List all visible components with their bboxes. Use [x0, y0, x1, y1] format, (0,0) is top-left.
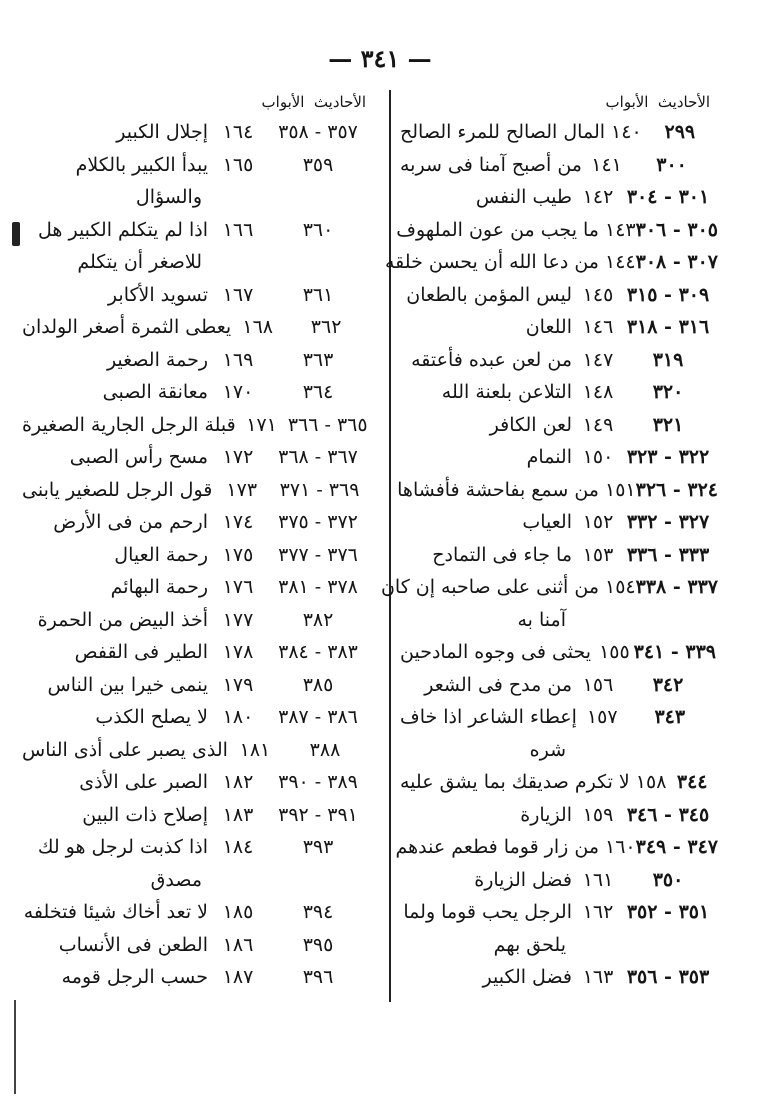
hadith-range: ٣٣٣ - ٣٣٦: [626, 543, 710, 566]
bab-title: آمنا به: [517, 608, 566, 631]
bab-number: ١٤٠: [611, 121, 642, 144]
bab-title: اللعان: [525, 316, 572, 339]
index-row: [400, 116, 718, 149]
index-row: [384, 246, 718, 279]
index-row: [22, 246, 374, 279]
index-row: [400, 961, 718, 994]
index-row: [397, 474, 718, 507]
hadith-range: ٣٦٧ - ٣٦٨: [278, 446, 358, 469]
bab-title: إصلاح ذات البين: [82, 803, 208, 826]
index-row: [22, 441, 374, 474]
bab-number: ١٥٢: [582, 511, 614, 534]
bab-number: ١٥٨: [635, 771, 667, 794]
hadith-range: ٣٨٣ - ٣٨٤: [278, 641, 358, 664]
bab-number: ١٦٧: [222, 283, 254, 306]
hadith-range: ٣٤٣: [654, 706, 686, 729]
index-row: [400, 279, 718, 312]
bab-title: ارحم من فى الأرض: [53, 511, 208, 534]
bab-number: ١٨٣: [222, 803, 254, 826]
bab-number: ١٧٦: [222, 576, 254, 599]
hadith-range: ٣٠٠: [656, 153, 687, 176]
bab-title: الطير فى القفص: [74, 641, 208, 664]
bab-title: فضل الزيارة: [474, 868, 572, 891]
hadith-range: ٣٥٠: [652, 868, 684, 891]
column-header: [400, 88, 718, 116]
hadith-range: ٣٧٦ - ٣٧٧: [278, 543, 358, 566]
bab-number: ١٥٦: [582, 673, 614, 696]
bab-number: ١٥٥: [599, 641, 630, 664]
hadith-range: ٣٩٤: [302, 901, 334, 924]
bab-title: ليس المؤمن بالطعان: [406, 283, 572, 306]
hadith-range: ٣٨٩ - ٣٩٠: [278, 771, 358, 794]
bab-title: أخذ البيض من الحمرة: [37, 608, 208, 631]
hadith-range: ٣٤٢: [652, 673, 684, 696]
bab-title: من أصبح آمنا فى سربه: [400, 153, 582, 176]
index-row: [400, 734, 718, 767]
index-row: [400, 669, 718, 702]
index-row: [22, 929, 374, 962]
index-row: [400, 376, 718, 409]
hadith-range: ٣٨٦ - ٣٨٧: [278, 706, 358, 729]
bab-title: المال الصالح للمرء الصالح: [400, 121, 606, 144]
bab-title: النمام: [526, 446, 572, 469]
hadith-range: ٣٦١: [302, 283, 334, 306]
bab-title: من مدح فى الشعر: [424, 673, 572, 696]
bab-number: ١٧٧: [222, 608, 254, 631]
bab-title: رحمة البهائم: [110, 576, 208, 599]
bab-title: مسح رأس الصبى: [69, 446, 208, 469]
bab-number: ١٨٧: [222, 966, 254, 989]
index-row: [22, 181, 374, 214]
index-row: [400, 409, 718, 442]
bab-number: ١٦٩: [222, 348, 254, 371]
bab-title: إجلال الكبير: [116, 121, 208, 144]
index-row: [380, 571, 718, 604]
bab-number: ١٦٤: [222, 121, 254, 144]
bab-number: ١٦٢: [582, 901, 614, 924]
bab-title: ما يجب من عون الملهوف: [396, 218, 599, 241]
bab-number: ١٦٦: [222, 218, 254, 241]
bab-title: والسؤال: [135, 186, 202, 209]
bab-number: ١٦٠: [605, 836, 636, 859]
hadith-range: ٣٦٤: [302, 381, 334, 404]
index-row: [22, 376, 374, 409]
bab-title: شره: [529, 738, 566, 761]
bab-title: من سمع بفاحشة فأفشاها: [397, 478, 599, 501]
bab-title: لا تعد أخاك شيئا فتخلفه: [23, 901, 208, 924]
bab-title: الرجل يحب قوما ولما: [403, 901, 572, 924]
hadith-range: ٣٤٤: [676, 771, 708, 794]
index-row: [22, 701, 374, 734]
hadith-range: ٢٩٩: [664, 121, 696, 144]
index-row: [400, 506, 718, 539]
index-row: [22, 604, 374, 637]
hadith-range: ٣٢٤ - ٣٢٦: [635, 478, 718, 501]
hadith-range: ٣٨٢: [302, 608, 334, 631]
index-row: [22, 474, 374, 507]
index-row: [400, 896, 718, 929]
bab-number: ١٧٤: [222, 511, 254, 534]
bab-title: حسب الرجل قومه: [61, 966, 208, 989]
bab-number: ١٧١: [246, 413, 277, 436]
bab-number: ١٧٨: [222, 641, 254, 664]
bab-number: ١٤١: [591, 153, 622, 176]
bab-title: يبدأ الكبير بالكلام: [75, 153, 208, 176]
bab-number: ١٧٥: [222, 543, 254, 566]
index-row: [22, 116, 374, 149]
bab-title: من أثنى على صاحبه إن كان: [380, 576, 599, 599]
bab-title: يحثى فى وجوه المادحين: [400, 641, 592, 664]
bab-number: ١٦٥: [222, 153, 254, 176]
bab-number: ١٨٥: [222, 901, 254, 924]
bab-title: معانقة الصبى: [102, 381, 208, 404]
bab-number: ١٦١: [582, 868, 614, 891]
hadith-range: ٣٣٩ - ٣٤١: [633, 641, 717, 664]
hadith-range: ٣٠٧ - ٣٠٨: [635, 251, 718, 274]
index-row: [400, 181, 718, 214]
bab-number: ١٥٠: [582, 446, 614, 469]
index-row: [400, 799, 718, 832]
hadith-range: ٣٠١ - ٣٠٤: [626, 186, 710, 209]
index-row: [395, 831, 718, 864]
hadith-range: ٣٦٥ - ٣٦٦: [287, 413, 368, 436]
hadith-range: ٣٨٨: [309, 738, 341, 761]
header-hadith: الأحاديث: [657, 93, 711, 111]
left-rows: [22, 116, 374, 994]
index-row: [22, 636, 374, 669]
bab-number: ١٤٣: [605, 218, 636, 241]
hadith-range: ٣٧٢ - ٣٧٥: [278, 511, 358, 534]
index-row: [22, 506, 374, 539]
bab-number: ١٥٧: [586, 706, 618, 729]
bab-title: رحمة العيال: [114, 543, 208, 566]
bab-title: الطعن فى الأنساب: [58, 933, 208, 956]
index-row: [400, 636, 718, 669]
bab-number: ١٨٤: [222, 836, 254, 859]
hadith-range: ٣٥٩: [302, 153, 334, 176]
bab-title: ينمى خيرا بين الناس: [47, 673, 208, 696]
bab-title: من لعن عبده فأعتقه: [411, 348, 572, 371]
header-bab: الأبواب: [261, 93, 305, 111]
bab-title: يلحق بهم: [493, 933, 566, 956]
bab-number: ١٤٧: [582, 348, 614, 371]
bab-number: ١٤٢: [582, 186, 614, 209]
bab-number: ١٤٩: [582, 413, 614, 436]
index-row: [22, 896, 374, 929]
bab-number: ١٤٨: [582, 381, 614, 404]
bab-number: ١٤٦: [582, 316, 614, 339]
bab-title: قول الرجل للصغير يابنى: [22, 478, 213, 501]
bab-title: لعن الكافر: [489, 413, 572, 436]
index-row: [400, 441, 718, 474]
left-index-column: [22, 88, 374, 1008]
bab-title: الزيارة: [520, 803, 572, 826]
bab-number: ١٥٩: [582, 803, 614, 826]
bab-title: اذا كذبت لرجل هو لك: [37, 836, 208, 859]
index-row: [22, 409, 374, 442]
bab-title: من دعا الله أن يحسن خلقه: [384, 251, 599, 274]
bab-number: ١٧٩: [222, 673, 254, 696]
bab-title: تسويد الأكابر: [107, 283, 208, 306]
bab-title: مصدق: [150, 868, 202, 891]
index-row: [400, 929, 718, 962]
hadith-range: ٣١٩: [652, 348, 684, 371]
bab-title: من زار قوما فطعم عندهم: [395, 836, 599, 859]
bab-title: فضل الكبير: [482, 966, 572, 989]
right-rows: [380, 116, 718, 994]
bab-title: لا يصلح الكذب: [95, 706, 208, 729]
index-row: [22, 344, 374, 377]
right-index-column: [380, 88, 718, 1008]
hadith-range: ٣٦٩ - ٣٧١: [279, 478, 360, 501]
index-row: [22, 214, 374, 247]
bab-title: إعطاء الشاعر اذا خاف: [400, 706, 577, 729]
hadith-range: ٣٦٠: [302, 218, 334, 241]
hadith-range: ٣٢١: [652, 413, 684, 436]
bab-number: ١٧٢: [222, 446, 254, 469]
index-row: [400, 701, 718, 734]
bab-title: يعطى الثمرة أصغر الولدان: [22, 316, 232, 339]
bab-title: لا تكرم صديقك بما يشق عليه: [400, 771, 630, 794]
hadith-range: ٣٨٥: [302, 673, 334, 696]
index-row: [22, 766, 374, 799]
hadith-range: ٣٩٦: [302, 966, 334, 989]
index-row: [22, 149, 374, 182]
bab-number: ١٨٠: [222, 706, 254, 729]
bab-number: ١٦٣: [582, 966, 614, 989]
index-row: [400, 149, 718, 182]
bab-number: ١٨٦: [222, 933, 254, 956]
hadith-range: ٣٩٣: [302, 836, 334, 859]
bab-title: الذى يصبر على أذى الناس: [22, 738, 228, 761]
bab-number: ١٨٢: [222, 771, 254, 794]
hadith-range: ٣٩١ - ٣٩٢: [278, 803, 358, 826]
header-hadith: الأحاديث: [313, 93, 367, 111]
bab-title: الصبر على الأذى: [79, 771, 208, 794]
index-row: [396, 214, 718, 247]
hadith-range: ٣٣٧ - ٣٣٨: [635, 576, 718, 599]
hadith-range: ٣٥٧ - ٣٥٨: [278, 121, 358, 144]
index-row: [22, 669, 374, 702]
index-row: [400, 539, 718, 572]
index-row: [22, 311, 374, 344]
bab-title: رحمة الصغير: [106, 348, 208, 371]
bab-number: ١٦٨: [242, 316, 273, 339]
hadith-range: ٣٤٥ - ٣٤٦: [626, 803, 710, 826]
hadith-range: ٣٥٣ - ٣٥٦: [626, 966, 710, 989]
hadith-range: ٣٠٩ - ٣١٥: [626, 283, 710, 306]
page-edge-line: [14, 1000, 16, 1094]
index-row: [22, 961, 374, 994]
index-row: [400, 766, 718, 799]
bab-title: التلاعن بلعنة الله: [441, 381, 572, 404]
bab-number: ١٥٤: [605, 576, 636, 599]
index-row: [22, 864, 374, 897]
bab-title: اذا لم يتكلم الكبير هل: [38, 218, 208, 241]
bab-title: ما جاء فى التمادح: [432, 543, 572, 566]
bab-title: للاصغر أن يتكلم: [77, 251, 202, 274]
bab-number: ١٧٠: [222, 381, 254, 404]
hadith-range: ٣٠٥ - ٣٠٦: [635, 218, 718, 241]
index-row: [22, 279, 374, 312]
bab-number: ١٧٣: [226, 478, 258, 501]
hadith-range: ٣٢٠: [652, 381, 684, 404]
page-number: — ٣٤١ —: [328, 44, 432, 73]
bab-title: قبلة الرجل الجارية الصغيرة: [22, 413, 236, 436]
index-row: [400, 864, 718, 897]
bab-title: طيب النفس: [475, 186, 572, 209]
index-row: [22, 571, 374, 604]
bab-number: ١٥١: [605, 478, 636, 501]
ink-blot: [12, 222, 20, 246]
index-row: [22, 539, 374, 572]
index-row: [400, 344, 718, 377]
index-row: [400, 604, 718, 637]
column-header: [22, 88, 374, 116]
hadith-range: ٣٤٧ - ٣٤٩: [635, 836, 718, 859]
header-bab: الأبواب: [605, 93, 649, 111]
index-row: [22, 831, 374, 864]
hadith-range: ٣٦٣: [302, 348, 334, 371]
index-row: [400, 311, 718, 344]
index-row: [22, 734, 374, 767]
hadith-range: ٣٦٢: [310, 316, 342, 339]
index-row: [22, 799, 374, 832]
hadith-range: ٣٢٢ - ٣٢٣: [626, 446, 710, 469]
hadith-range: ٣٩٥: [302, 933, 334, 956]
bab-number: ١٨١: [239, 738, 271, 761]
bab-number: ١٤٤: [605, 251, 636, 274]
hadith-range: ٣٥١ - ٣٥٢: [626, 901, 710, 924]
hadith-range: ٣٢٧ - ٣٣٢: [626, 511, 710, 534]
hadith-range: ٣٧٨ - ٣٨١: [278, 576, 358, 599]
bab-number: ١٤٥: [582, 283, 614, 306]
bab-number: ١٥٣: [582, 543, 614, 566]
hadith-range: ٣١٦ - ٣١٨: [626, 316, 710, 339]
bab-title: العياب: [522, 511, 572, 534]
column-divider: [389, 90, 391, 1002]
